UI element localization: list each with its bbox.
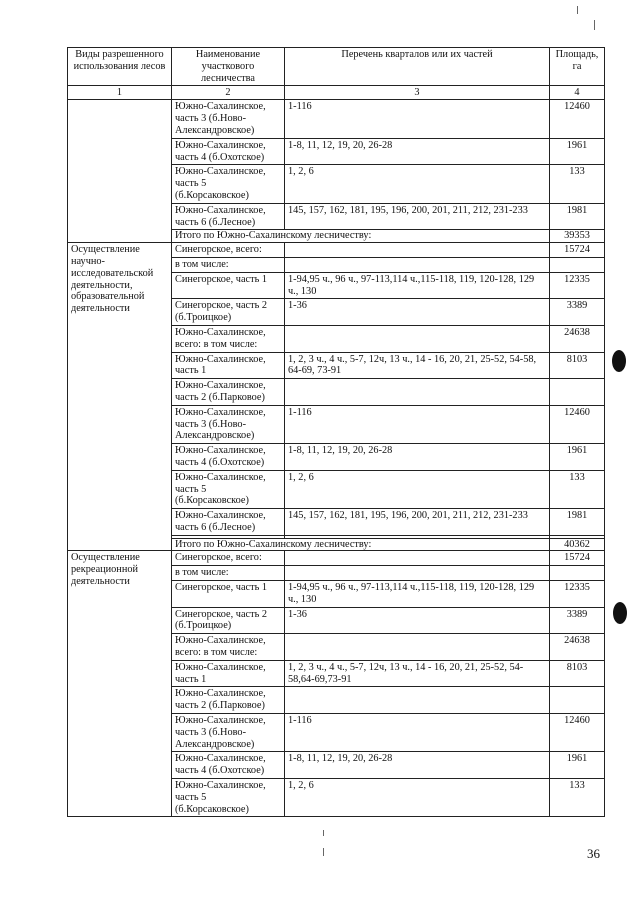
punch-hole-mark [612,350,626,372]
forestry-cell: Южно-Сахалинское, часть 3 (б.Ново-Александровское) [172,100,285,138]
forestry-cell: Южно-Сахалинское, всего: в том числе: [172,325,285,352]
scan-speck [323,830,324,836]
forestry-cell: Южно-Сахалинское, часть 5 (б.Корсаковское) [172,470,285,508]
forestry-cell: Синегорское, всего: [172,551,285,566]
header-area: Площадь, га [550,48,605,86]
quarters-cell: 1, 2, 3 ч., 4 ч., 5-7, 12ч, 13 ч., 14 - 16, 20, 21, 25-52, 54-58,64-69,73-91 [285,660,550,687]
quarters-cell [285,325,550,352]
forestry-cell: в том числе: [172,257,285,272]
area-cell: 15724 [550,551,605,566]
table-row [68,551,605,566]
table-row [68,243,605,258]
quarters-cell: 1-36 [285,299,550,326]
column-number: 1 [68,86,172,100]
area-cell: 8103 [550,660,605,687]
forestry-cell: Южно-Сахалинское, часть 3 (б.Ново-Александровское) [172,405,285,443]
forestry-cell: Синегорское, всего: [172,243,285,258]
header-quarters-list: Перечень кварталов или их частей [285,48,550,86]
forestry-cell: Синегорское, часть 2 (б.Троицкое) [172,299,285,326]
area-cell: 1981 [550,203,605,230]
area-cell: 1961 [550,138,605,165]
scan-speck [577,6,578,14]
table-row [68,100,605,138]
use-type-cell: Осуществление научно-исследовательской деятельности, образовательной деятельности [68,243,172,551]
land-use-table [67,47,605,817]
area-cell: 12335 [550,272,605,299]
forestry-cell: Южно-Сахалинское, часть 4 (б.Охотское) [172,752,285,779]
area-cell: 12460 [550,100,605,138]
quarters-cell: 1-8, 11, 12, 19, 20, 26-28 [285,752,550,779]
area-cell [550,257,605,272]
quarters-cell [285,551,550,566]
total-label: Итого по Южно-Сахалинскому лесничеству: [172,230,550,243]
header-forestry-name: Наименование участкового лесничества [172,48,285,86]
quarters-cell: 145, 157, 162, 181, 195, 196, 200, 201, 211, 212, 231-233 [285,203,550,230]
scan-speck [323,848,324,856]
quarters-cell: 1-94,95 ч., 96 ч., 97-113,114 ч.,115-118, 119, 120-128, 129 ч., 130 [285,581,550,608]
quarters-cell: 1-116 [285,100,550,138]
header-use-type: Виды разрешенного использования лесов [68,48,172,86]
forestry-cell: Синегорское, часть 1 [172,581,285,608]
quarters-cell [285,634,550,661]
forestry-cell: Синегорское, часть 2 (б.Троицкое) [172,607,285,634]
quarters-cell: 1, 2, 6 [285,470,550,508]
forestry-cell: Южно-Сахалинское, часть 2 (б.Парковое) [172,687,285,714]
area-cell: 133 [550,779,605,817]
quarters-cell: 1-116 [285,405,550,443]
column-number: 3 [285,86,550,100]
quarters-cell [285,566,550,581]
column-number: 2 [172,86,285,100]
quarters-cell: 1, 2, 6 [285,165,550,203]
forestry-cell: в том числе: [172,566,285,581]
area-cell: 1961 [550,444,605,471]
forestry-cell: Южно-Сахалинское, часть 4 (б.Охотское) [172,138,285,165]
total-label: Итого по Южно-Сахалинскому лесничеству: [172,538,550,551]
forestry-cell: Южно-Сахалинское, часть 4 (б.Охотское) [172,444,285,471]
area-cell: 12460 [550,714,605,752]
forestry-cell: Южно-Сахалинское, всего: в том числе: [172,634,285,661]
forestry-cell: Южно-Сахалинское, часть 6 (б.Лесное) [172,203,285,230]
area-cell [550,379,605,406]
area-cell: 24638 [550,325,605,352]
quarters-cell: 1, 2, 3 ч., 4 ч., 5-7, 12ч, 13 ч., 14 - 16, 20, 21, 25-52, 54-58, 64-69, 73-91 [285,352,550,379]
quarters-cell: 1, 2, 6 [285,779,550,817]
quarters-cell: 1-8, 11, 12, 19, 20, 26-28 [285,138,550,165]
quarters-cell: 1-8, 11, 12, 19, 20, 26-28 [285,444,550,471]
area-cell: 133 [550,165,605,203]
forestry-cell: Южно-Сахалинское, часть 5 (б.Корсаковское) [172,165,285,203]
area-cell: 12460 [550,405,605,443]
quarters-cell [285,379,550,406]
use-type-cell [68,100,172,243]
area-cell: 12335 [550,581,605,608]
area-cell [550,566,605,581]
column-number: 4 [550,86,605,100]
area-cell: 15724 [550,243,605,258]
header-row [68,48,605,86]
forestry-cell: Южно-Сахалинское, часть 5 (б.Корсаковское) [172,779,285,817]
scan-speck [594,20,595,30]
quarters-cell: 145, 157, 162, 181, 195, 196, 200, 201, 211, 212, 231-233 [285,509,550,536]
total-area: 39353 [550,230,605,243]
quarters-cell: 1-36 [285,607,550,634]
area-cell [550,687,605,714]
quarters-cell [285,257,550,272]
area-cell: 133 [550,470,605,508]
area-cell: 3389 [550,299,605,326]
total-area: 40362 [550,538,605,551]
forestry-cell: Южно-Сахалинское, часть 2 (б.Парковое) [172,379,285,406]
quarters-cell [285,243,550,258]
forestry-cell: Южно-Сахалинское, часть 1 [172,660,285,687]
quarters-cell: 1-94,95 ч., 96 ч., 97-113,114 ч.,115-118, 119, 120-128, 129 ч., 130 [285,272,550,299]
use-type-cell: Осуществление рекреационной деятельности [68,551,172,817]
area-cell: 1961 [550,752,605,779]
forestry-cell: Южно-Сахалинское, часть 1 [172,352,285,379]
quarters-cell [285,687,550,714]
forestry-cell: Южно-Сахалинское, часть 3 (б.Ново-Александровское) [172,714,285,752]
forestry-cell: Синегорское, часть 1 [172,272,285,299]
area-cell: 3389 [550,607,605,634]
page-number: 36 [587,846,600,861]
area-cell: 24638 [550,634,605,661]
area-cell: 1981 [550,509,605,536]
punch-hole-mark [613,602,627,624]
forestry-cell: Южно-Сахалинское, часть 6 (б.Лесное) [172,509,285,536]
quarters-cell: 1-116 [285,714,550,752]
area-cell: 8103 [550,352,605,379]
column-number-row [68,86,605,100]
